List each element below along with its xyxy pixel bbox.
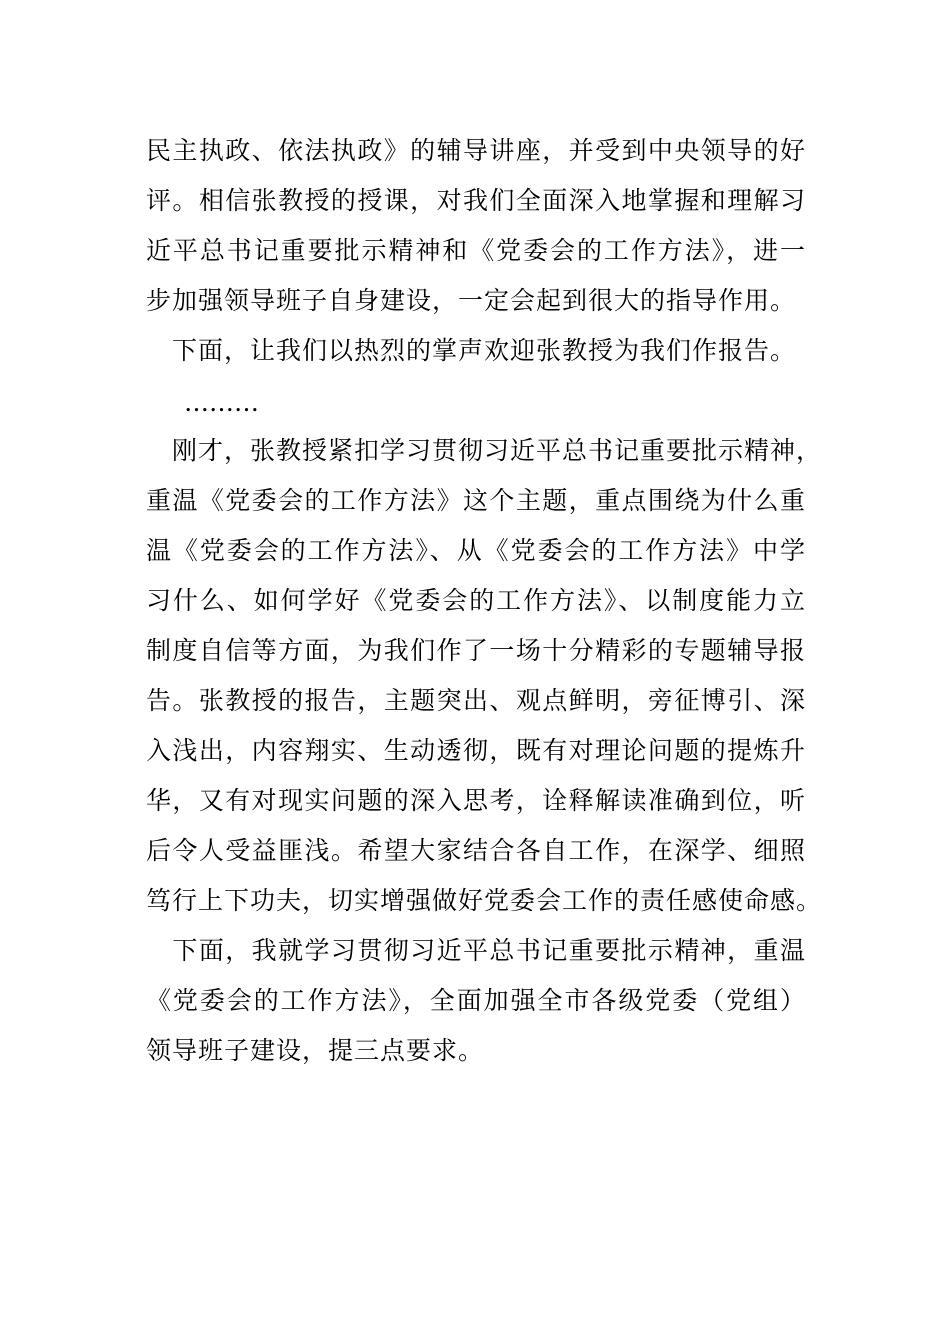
paragraph-4 bbox=[146, 926, 806, 1076]
text-line: 下面，让我们以热烈的掌声欢迎张教授为我们作报告。 bbox=[146, 336, 797, 365]
text-line: 下面，我就学习贯彻习近平总书记重要批示精神，重温 bbox=[146, 936, 806, 965]
text-line: 华，又有对现实问题的深入思考，诠释解读准确到位，听 bbox=[146, 786, 806, 815]
text-line: 笃行上下功夫，切实增强做好党委会工作的责任感使命感。 bbox=[146, 886, 823, 915]
text-line: 刚才，张教授紧扣学习贯彻习近平总书记重要批示精神， bbox=[146, 436, 823, 465]
paragraph-2 bbox=[146, 326, 806, 376]
ellipsis-marker: ……… bbox=[184, 388, 259, 417]
text-line: 温《党委会的工作方法》、从《党委会的工作方法》中学 bbox=[146, 536, 806, 565]
text-line: 领导班子建设，提三点要求。 bbox=[146, 1036, 485, 1065]
text-line: 《党委会的工作方法》，全面加强全市各级党委（党组） bbox=[146, 986, 806, 1015]
text-line: 步加强领导班子自身建设，一定会起到很大的指导作用。 bbox=[146, 286, 797, 315]
paragraph-1 bbox=[146, 126, 806, 326]
text-line: 民主执政、依法执政》的辅导讲座，并受到中央领导的好 bbox=[146, 136, 806, 165]
text-line: 评。相信张教授的授课，对我们全面深入地掌握和理解习 bbox=[146, 186, 806, 215]
text-line: 告。张教授的报告，主题突出、观点鲜明，旁征博引、深 bbox=[146, 686, 806, 715]
document-body bbox=[146, 126, 823, 1076]
text-line: 重温《党委会的工作方法》这个主题，重点围绕为什么重 bbox=[146, 486, 806, 515]
text-line: 入浅出，内容翔实、生动透彻，既有对理论问题的提炼升 bbox=[146, 736, 806, 765]
text-line: 后令人受益匪浅。希望大家结合各自工作，在深学、细照 bbox=[146, 836, 806, 865]
text-line: 近平总书记重要批示精神和《党委会的工作方法》，进一 bbox=[146, 236, 806, 265]
text-line: 习什么、如何学好《党委会的工作方法》、以制度能力立 bbox=[146, 586, 806, 615]
text-line: 制度自信等方面，为我们作了一场十分精彩的专题辅导报 bbox=[146, 636, 806, 665]
paragraph-3 bbox=[146, 426, 823, 926]
